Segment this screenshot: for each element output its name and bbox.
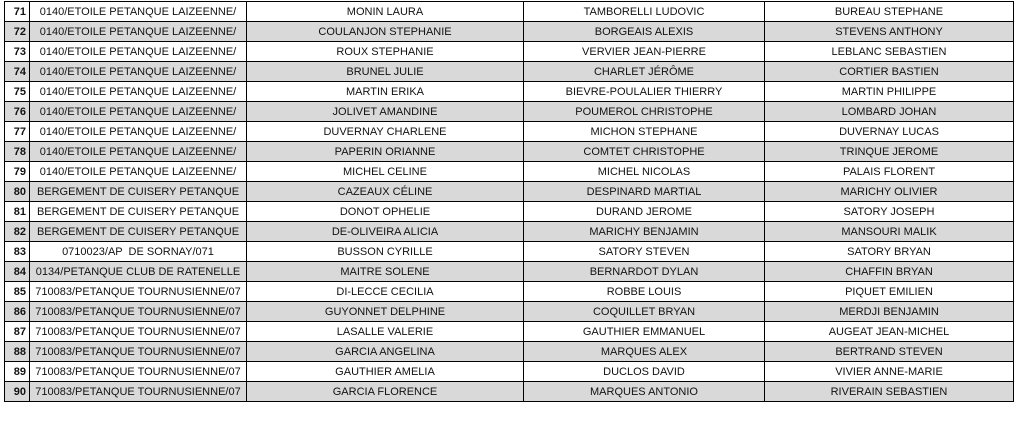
player1-cell: BRUNEL JULIE bbox=[247, 62, 524, 82]
table-row bbox=[5, 322, 1014, 342]
table-row bbox=[5, 262, 1014, 282]
player3-cell: MANSOURI MALIK bbox=[765, 222, 1014, 242]
roster-table bbox=[4, 1, 1014, 402]
club-cell: 0134/PETANQUE CLUB DE RATENELLE bbox=[30, 262, 247, 282]
player1-cell: MARTIN ERIKA bbox=[247, 82, 524, 102]
row-number-cell: 86 bbox=[5, 302, 30, 322]
player3-cell: TRINQUE JEROME bbox=[765, 142, 1014, 162]
table-row bbox=[5, 2, 1014, 22]
table-row bbox=[5, 342, 1014, 362]
row-number-cell: 71 bbox=[5, 2, 30, 22]
table-row bbox=[5, 362, 1014, 382]
player2-cell: MARQUES ALEX bbox=[524, 342, 765, 362]
table-row bbox=[5, 82, 1014, 102]
club-cell: 710083/PETANQUE TOURNUSIENNE/07 bbox=[30, 382, 247, 402]
player1-cell: MONIN LAURA bbox=[247, 2, 524, 22]
player2-cell: ROBBE LOUIS bbox=[524, 282, 765, 302]
player2-cell: POUMEROL CHRISTOPHE bbox=[524, 102, 765, 122]
player3-cell: BERTRAND STEVEN bbox=[765, 342, 1014, 362]
row-number-cell: 79 bbox=[5, 162, 30, 182]
player3-cell: SATORY BRYAN bbox=[765, 242, 1014, 262]
club-cell: BERGEMENT DE CUISERY PETANQUE bbox=[30, 182, 247, 202]
player3-cell: MARTIN PHILIPPE bbox=[765, 82, 1014, 102]
player1-cell: JOLIVET AMANDINE bbox=[247, 102, 524, 122]
club-cell: 710083/PETANQUE TOURNUSIENNE/07 bbox=[30, 282, 247, 302]
table-row bbox=[5, 102, 1014, 122]
row-number-cell: 74 bbox=[5, 62, 30, 82]
player3-cell: CORTIER BASTIEN bbox=[765, 62, 1014, 82]
row-number-cell: 85 bbox=[5, 282, 30, 302]
player1-cell: PAPERIN ORIANNE bbox=[247, 142, 524, 162]
player2-cell: COQUILLET BRYAN bbox=[524, 302, 765, 322]
table-row bbox=[5, 222, 1014, 242]
player2-cell: MICHON STEPHANE bbox=[524, 122, 765, 142]
player2-cell: DURAND JEROME bbox=[524, 202, 765, 222]
table-row bbox=[5, 242, 1014, 262]
row-number-cell: 88 bbox=[5, 342, 30, 362]
club-cell: 0140/ETOILE PETANQUE LAIZEENNE/ bbox=[30, 122, 247, 142]
club-cell: 710083/PETANQUE TOURNUSIENNE/07 bbox=[30, 342, 247, 362]
player1-cell: DONOT OPHELIE bbox=[247, 202, 524, 222]
player1-cell: COULANJON STEPHANIE bbox=[247, 22, 524, 42]
club-cell: 0140/ETOILE PETANQUE LAIZEENNE/ bbox=[30, 142, 247, 162]
player1-cell: MICHEL CELINE bbox=[247, 162, 524, 182]
player2-cell: DESPINARD MARTIAL bbox=[524, 182, 765, 202]
player3-cell: SATORY JOSEPH bbox=[765, 202, 1014, 222]
player3-cell: PIQUET EMILIEN bbox=[765, 282, 1014, 302]
club-cell: 710083/PETANQUE TOURNUSIENNE/07 bbox=[30, 302, 247, 322]
row-number-cell: 83 bbox=[5, 242, 30, 262]
club-cell: 0140/ETOILE PETANQUE LAIZEENNE/ bbox=[30, 22, 247, 42]
player3-cell: LEBLANC SEBASTIEN bbox=[765, 42, 1014, 62]
player1-cell: CAZEAUX CÉLINE bbox=[247, 182, 524, 202]
row-number-cell: 77 bbox=[5, 122, 30, 142]
player3-cell: MARICHY OLIVIER bbox=[765, 182, 1014, 202]
player2-cell: BORGEAIS ALEXIS bbox=[524, 22, 765, 42]
table-row bbox=[5, 162, 1014, 182]
player2-cell: TAMBORELLI LUDOVIC bbox=[524, 2, 765, 22]
club-cell: 0140/ETOILE PETANQUE LAIZEENNE/ bbox=[30, 162, 247, 182]
row-number-cell: 72 bbox=[5, 22, 30, 42]
player1-cell: LASALLE VALERIE bbox=[247, 322, 524, 342]
table-row bbox=[5, 122, 1014, 142]
table-row bbox=[5, 302, 1014, 322]
table-row bbox=[5, 42, 1014, 62]
row-number-cell: 84 bbox=[5, 262, 30, 282]
row-number-cell: 87 bbox=[5, 322, 30, 342]
player1-cell: GUYONNET DELPHINE bbox=[247, 302, 524, 322]
row-number-cell: 75 bbox=[5, 82, 30, 102]
table-row bbox=[5, 62, 1014, 82]
player3-cell: PALAIS FLORENT bbox=[765, 162, 1014, 182]
player3-cell: CHAFFIN BRYAN bbox=[765, 262, 1014, 282]
club-cell: BERGEMENT DE CUISERY PETANQUE bbox=[30, 222, 247, 242]
player2-cell: BERNARDOT DYLAN bbox=[524, 262, 765, 282]
row-number-cell: 82 bbox=[5, 222, 30, 242]
club-cell: 710083/PETANQUE TOURNUSIENNE/07 bbox=[30, 322, 247, 342]
player3-cell: STEVENS ANTHONY bbox=[765, 22, 1014, 42]
player1-cell: GAUTHIER AMELIA bbox=[247, 362, 524, 382]
player1-cell: MAITRE SOLENE bbox=[247, 262, 524, 282]
player1-cell: DI-LECCE CECILIA bbox=[247, 282, 524, 302]
row-number-cell: 90 bbox=[5, 382, 30, 402]
player2-cell: VERVIER JEAN-PIERRE bbox=[524, 42, 765, 62]
roster-table-body bbox=[5, 2, 1014, 402]
club-cell: 0710023/AP DE SORNAY/071 bbox=[30, 242, 247, 262]
player3-cell: AUGEAT JEAN-MICHEL bbox=[765, 322, 1014, 342]
table-row bbox=[5, 182, 1014, 202]
row-number-cell: 89 bbox=[5, 362, 30, 382]
player3-cell: LOMBARD JOHAN bbox=[765, 102, 1014, 122]
club-cell: 710083/PETANQUE TOURNUSIENNE/07 bbox=[30, 362, 247, 382]
club-cell: 0140/ETOILE PETANQUE LAIZEENNE/ bbox=[30, 42, 247, 62]
player1-cell: BUSSON CYRILLE bbox=[247, 242, 524, 262]
player3-cell: BUREAU STEPHANE bbox=[765, 2, 1014, 22]
player2-cell: CHARLET JÉRÔME bbox=[524, 62, 765, 82]
player1-cell: GARCIA FLORENCE bbox=[247, 382, 524, 402]
player2-cell: COMTET CHRISTOPHE bbox=[524, 142, 765, 162]
player3-cell: RIVERAIN SEBASTIEN bbox=[765, 382, 1014, 402]
table-row bbox=[5, 142, 1014, 162]
player3-cell: DUVERNAY LUCAS bbox=[765, 122, 1014, 142]
player3-cell: VIVIER ANNE-MARIE bbox=[765, 362, 1014, 382]
row-number-cell: 78 bbox=[5, 142, 30, 162]
player2-cell: MARQUES ANTONIO bbox=[524, 382, 765, 402]
club-cell: 0140/ETOILE PETANQUE LAIZEENNE/ bbox=[30, 62, 247, 82]
player1-cell: DUVERNAY CHARLENE bbox=[247, 122, 524, 142]
table-row bbox=[5, 202, 1014, 222]
table-row bbox=[5, 22, 1014, 42]
player2-cell: GAUTHIER EMMANUEL bbox=[524, 322, 765, 342]
row-number-cell: 81 bbox=[5, 202, 30, 222]
player1-cell: GARCIA ANGELINA bbox=[247, 342, 524, 362]
player2-cell: DUCLOS DAVID bbox=[524, 362, 765, 382]
club-cell: BERGEMENT DE CUISERY PETANQUE bbox=[30, 202, 247, 222]
table-row bbox=[5, 382, 1014, 402]
club-cell: 0140/ETOILE PETANQUE LAIZEENNE/ bbox=[30, 2, 247, 22]
row-number-cell: 80 bbox=[5, 182, 30, 202]
player3-cell: MERDJI BENJAMIN bbox=[765, 302, 1014, 322]
player1-cell: ROUX STEPHANIE bbox=[247, 42, 524, 62]
player2-cell: MARICHY BENJAMIN bbox=[524, 222, 765, 242]
player2-cell: BIEVRE-POULALIER THIERRY bbox=[524, 82, 765, 102]
player2-cell: SATORY STEVEN bbox=[524, 242, 765, 262]
club-cell: 0140/ETOILE PETANQUE LAIZEENNE/ bbox=[30, 82, 247, 102]
player2-cell: MICHEL NICOLAS bbox=[524, 162, 765, 182]
row-number-cell: 76 bbox=[5, 102, 30, 122]
club-cell: 0140/ETOILE PETANQUE LAIZEENNE/ bbox=[30, 102, 247, 122]
table-row bbox=[5, 282, 1014, 302]
row-number-cell: 73 bbox=[5, 42, 30, 62]
player1-cell: DE-OLIVEIRA ALICIA bbox=[247, 222, 524, 242]
